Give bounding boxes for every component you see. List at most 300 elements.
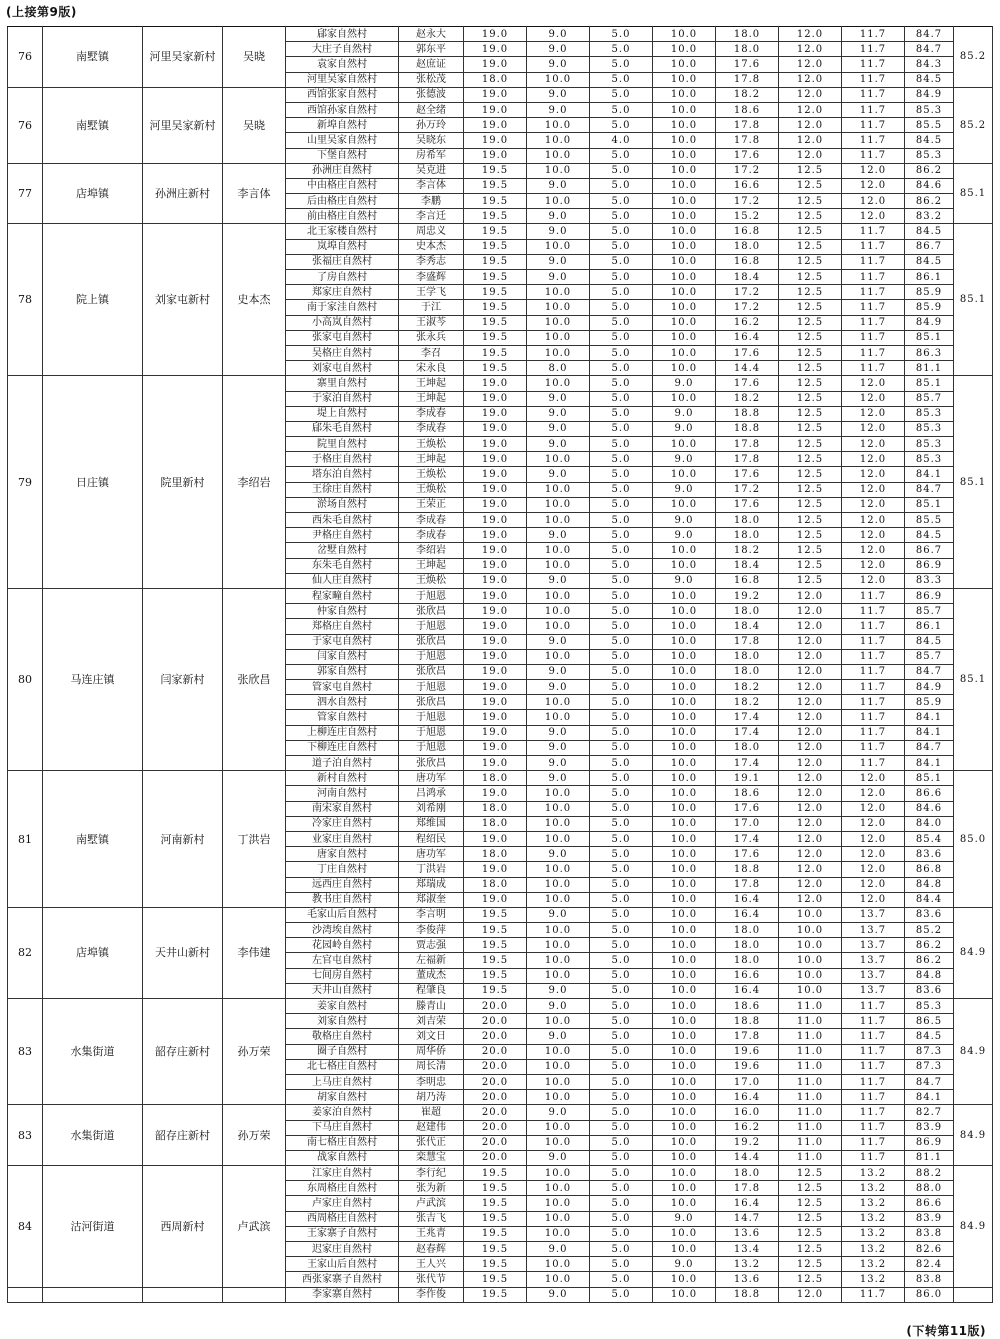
score-3: 5.0 bbox=[590, 1120, 653, 1135]
score-4: 10.0 bbox=[653, 740, 716, 755]
score-4: 10.0 bbox=[653, 467, 716, 482]
score-6: 12.0 bbox=[779, 816, 842, 831]
score-6: 12.5 bbox=[779, 406, 842, 421]
score-1: 19.0 bbox=[464, 756, 527, 771]
natural-village: 唐家自然村 bbox=[286, 847, 399, 862]
score-2: 10.0 bbox=[527, 543, 590, 558]
score-2: 9.0 bbox=[527, 467, 590, 482]
score-1: 18.0 bbox=[464, 847, 527, 862]
natural-village: 刘家屯自然村 bbox=[286, 361, 399, 376]
group-score: 85.2 bbox=[954, 87, 993, 163]
score-4: 10.0 bbox=[653, 923, 716, 938]
score-4: 10.0 bbox=[653, 634, 716, 649]
score-2: 9.0 bbox=[527, 999, 590, 1014]
person-in-charge: 张松茂 bbox=[399, 72, 464, 87]
score-2: 10.0 bbox=[527, 862, 590, 877]
natural-village: 南宋家自然村 bbox=[286, 801, 399, 816]
score-4: 10.0 bbox=[653, 695, 716, 710]
score-2: 9.0 bbox=[527, 680, 590, 695]
group-town bbox=[43, 1287, 143, 1302]
score-3: 4.0 bbox=[590, 133, 653, 148]
person-in-charge: 张代节 bbox=[399, 1272, 464, 1287]
score-7: 12.0 bbox=[842, 467, 905, 482]
score-1: 20.0 bbox=[464, 1090, 527, 1105]
person-in-charge: 王焕松 bbox=[399, 467, 464, 482]
person-in-charge: 郑维国 bbox=[399, 816, 464, 831]
natural-village: 江家庄自然村 bbox=[286, 1166, 399, 1181]
village-total: 83.6 bbox=[905, 847, 954, 862]
score-4: 10.0 bbox=[653, 72, 716, 87]
village-total: 81.1 bbox=[905, 361, 954, 376]
score-5: 13.6 bbox=[716, 1226, 779, 1241]
table-row bbox=[8, 1287, 993, 1302]
score-2: 9.0 bbox=[527, 907, 590, 922]
continued-on-note: (下转第11版) bbox=[906, 1324, 986, 1338]
score-5: 17.8 bbox=[716, 634, 779, 649]
score-3: 5.0 bbox=[590, 938, 653, 953]
natural-village: 塔东泊自然村 bbox=[286, 467, 399, 482]
score-5: 13.6 bbox=[716, 1272, 779, 1287]
score-7: 11.7 bbox=[842, 664, 905, 679]
group-score: 84.9 bbox=[954, 1166, 993, 1288]
score-7: 13.2 bbox=[842, 1257, 905, 1272]
score-4: 10.0 bbox=[653, 224, 716, 239]
score-4: 10.0 bbox=[653, 1090, 716, 1105]
score-5: 17.2 bbox=[716, 285, 779, 300]
score-1: 19.5 bbox=[464, 953, 527, 968]
person-in-charge: 于旭恩 bbox=[399, 680, 464, 695]
person-in-charge: 张欣昌 bbox=[399, 664, 464, 679]
village-total: 85.3 bbox=[905, 452, 954, 467]
score-7: 12.0 bbox=[842, 376, 905, 391]
score-6: 12.0 bbox=[779, 27, 842, 42]
score-4: 10.0 bbox=[653, 57, 716, 72]
score-7: 13.2 bbox=[842, 1242, 905, 1257]
score-3: 5.0 bbox=[590, 999, 653, 1014]
score-6: 12.0 bbox=[779, 604, 842, 619]
score-6: 12.5 bbox=[779, 543, 842, 558]
score-1: 19.0 bbox=[464, 710, 527, 725]
score-7: 11.7 bbox=[842, 634, 905, 649]
score-2: 9.0 bbox=[527, 87, 590, 102]
natural-village: 北七格庄自然村 bbox=[286, 1059, 399, 1074]
score-1: 19.0 bbox=[464, 452, 527, 467]
score-1: 19.0 bbox=[464, 634, 527, 649]
group-score: 85.1 bbox=[954, 588, 993, 770]
score-2: 10.0 bbox=[527, 1196, 590, 1211]
score-4: 10.0 bbox=[653, 816, 716, 831]
natural-village: 闫家自然村 bbox=[286, 649, 399, 664]
score-2: 9.0 bbox=[527, 756, 590, 771]
table-row bbox=[8, 1166, 993, 1181]
person-in-charge: 王坤起 bbox=[399, 391, 464, 406]
score-2: 10.0 bbox=[527, 194, 590, 209]
person-in-charge: 王学飞 bbox=[399, 285, 464, 300]
natural-village: 泗水自然村 bbox=[286, 695, 399, 710]
score-4: 10.0 bbox=[653, 118, 716, 133]
score-3: 5.0 bbox=[590, 664, 653, 679]
score-4: 9.0 bbox=[653, 528, 716, 543]
group-new-village: 西周新村 bbox=[143, 1166, 223, 1288]
person-in-charge: 张为新 bbox=[399, 1181, 464, 1196]
natural-village: 下堡自然村 bbox=[286, 148, 399, 163]
natural-village: 王家山后自然村 bbox=[286, 1257, 399, 1272]
score-1: 19.0 bbox=[464, 148, 527, 163]
score-5: 14.7 bbox=[716, 1211, 779, 1226]
village-total: 86.7 bbox=[905, 239, 954, 254]
score-6: 12.0 bbox=[779, 862, 842, 877]
score-7: 11.7 bbox=[842, 361, 905, 376]
person-in-charge: 王坤起 bbox=[399, 558, 464, 573]
score-3: 5.0 bbox=[590, 1272, 653, 1287]
score-1: 20.0 bbox=[464, 1014, 527, 1029]
score-1: 18.0 bbox=[464, 816, 527, 831]
score-4: 10.0 bbox=[653, 680, 716, 695]
score-4: 10.0 bbox=[653, 771, 716, 786]
score-7: 12.0 bbox=[842, 847, 905, 862]
score-3: 5.0 bbox=[590, 87, 653, 102]
person-in-charge: 李成春 bbox=[399, 513, 464, 528]
score-4: 10.0 bbox=[653, 649, 716, 664]
village-total: 86.7 bbox=[905, 543, 954, 558]
score-5: 18.0 bbox=[716, 513, 779, 528]
score-4: 10.0 bbox=[653, 1272, 716, 1287]
score-3: 5.0 bbox=[590, 573, 653, 588]
person-in-charge: 赵庶证 bbox=[399, 57, 464, 72]
score-1: 19.5 bbox=[464, 1181, 527, 1196]
score-6: 11.0 bbox=[779, 1120, 842, 1135]
natural-village: 上马庄自然村 bbox=[286, 1074, 399, 1089]
score-6: 12.5 bbox=[779, 254, 842, 269]
score-7: 12.0 bbox=[842, 786, 905, 801]
score-1: 19.5 bbox=[464, 1257, 527, 1272]
score-6: 11.0 bbox=[779, 1090, 842, 1105]
score-3: 5.0 bbox=[590, 831, 653, 846]
score-6: 11.0 bbox=[779, 999, 842, 1014]
score-7: 11.7 bbox=[842, 345, 905, 360]
score-6: 12.5 bbox=[779, 467, 842, 482]
score-2: 9.0 bbox=[527, 1287, 590, 1302]
score-1: 19.5 bbox=[464, 1211, 527, 1226]
score-5: 18.6 bbox=[716, 786, 779, 801]
person-in-charge: 周华侨 bbox=[399, 1044, 464, 1059]
village-total: 85.4 bbox=[905, 831, 954, 846]
natural-village: 东朱毛自然村 bbox=[286, 558, 399, 573]
person-in-charge: 李言迁 bbox=[399, 209, 464, 224]
score-1: 19.0 bbox=[464, 740, 527, 755]
village-total: 86.2 bbox=[905, 953, 954, 968]
score-1: 19.5 bbox=[464, 1242, 527, 1257]
person-in-charge: 吴晓东 bbox=[399, 133, 464, 148]
score-5: 18.8 bbox=[716, 406, 779, 421]
score-3: 5.0 bbox=[590, 862, 653, 877]
score-6: 10.0 bbox=[779, 907, 842, 922]
score-5: 16.4 bbox=[716, 892, 779, 907]
score-4: 10.0 bbox=[653, 270, 716, 285]
score-2: 10.0 bbox=[527, 892, 590, 907]
score-2: 9.0 bbox=[527, 102, 590, 117]
score-3: 5.0 bbox=[590, 877, 653, 892]
score-3: 5.0 bbox=[590, 1029, 653, 1044]
score-3: 5.0 bbox=[590, 1287, 653, 1302]
score-7: 12.0 bbox=[842, 862, 905, 877]
score-4: 10.0 bbox=[653, 710, 716, 725]
person-in-charge: 李言体 bbox=[399, 178, 464, 193]
score-2: 10.0 bbox=[527, 786, 590, 801]
group-leader: 李伟建 bbox=[223, 907, 286, 998]
score-3: 5.0 bbox=[590, 1135, 653, 1150]
score-1: 19.0 bbox=[464, 42, 527, 57]
score-2: 9.0 bbox=[527, 1242, 590, 1257]
village-total: 86.2 bbox=[905, 194, 954, 209]
score-1: 19.5 bbox=[464, 1196, 527, 1211]
score-2: 9.0 bbox=[527, 224, 590, 239]
village-total: 84.3 bbox=[905, 57, 954, 72]
score-6: 10.0 bbox=[779, 938, 842, 953]
natural-village: 新埠自然村 bbox=[286, 118, 399, 133]
village-total: 83.9 bbox=[905, 1120, 954, 1135]
score-3: 5.0 bbox=[590, 1090, 653, 1105]
group-score: 85.1 bbox=[954, 224, 993, 376]
village-total: 85.3 bbox=[905, 148, 954, 163]
score-5: 18.4 bbox=[716, 619, 779, 634]
score-6: 11.0 bbox=[779, 1105, 842, 1120]
score-6: 12.0 bbox=[779, 1287, 842, 1302]
village-total: 84.7 bbox=[905, 42, 954, 57]
score-3: 5.0 bbox=[590, 1044, 653, 1059]
village-total: 84.7 bbox=[905, 664, 954, 679]
score-5: 17.6 bbox=[716, 467, 779, 482]
natural-village: 河里吴家自然村 bbox=[286, 72, 399, 87]
score-3: 5.0 bbox=[590, 558, 653, 573]
person-in-charge: 赵全绪 bbox=[399, 102, 464, 117]
score-7: 12.0 bbox=[842, 497, 905, 512]
natural-village: 尹格庄自然村 bbox=[286, 528, 399, 543]
score-2: 10.0 bbox=[527, 816, 590, 831]
score-6: 12.5 bbox=[779, 1242, 842, 1257]
score-7: 11.7 bbox=[842, 330, 905, 345]
village-total: 86.8 bbox=[905, 862, 954, 877]
person-in-charge: 周长清 bbox=[399, 1059, 464, 1074]
score-4: 10.0 bbox=[653, 391, 716, 406]
group-town: 水集街道 bbox=[43, 1105, 143, 1166]
person-in-charge: 王焕松 bbox=[399, 482, 464, 497]
score-4: 10.0 bbox=[653, 239, 716, 254]
person-in-charge: 李盛辉 bbox=[399, 270, 464, 285]
score-5: 16.2 bbox=[716, 315, 779, 330]
village-total: 84.5 bbox=[905, 254, 954, 269]
score-2: 10.0 bbox=[527, 801, 590, 816]
score-3: 5.0 bbox=[590, 1150, 653, 1165]
score-5: 18.8 bbox=[716, 421, 779, 436]
score-7: 13.2 bbox=[842, 1272, 905, 1287]
village-total: 84.1 bbox=[905, 467, 954, 482]
score-7: 11.7 bbox=[842, 102, 905, 117]
village-total: 86.1 bbox=[905, 619, 954, 634]
score-6: 10.0 bbox=[779, 983, 842, 998]
score-2: 10.0 bbox=[527, 315, 590, 330]
score-7: 13.2 bbox=[842, 1181, 905, 1196]
table-row bbox=[8, 907, 993, 922]
score-4: 10.0 bbox=[653, 1181, 716, 1196]
score-6: 11.0 bbox=[779, 1059, 842, 1074]
natural-village: 西朱毛自然村 bbox=[286, 513, 399, 528]
score-3: 5.0 bbox=[590, 254, 653, 269]
person-in-charge: 李秀志 bbox=[399, 254, 464, 269]
group-town: 马连庄镇 bbox=[43, 588, 143, 770]
score-6: 11.0 bbox=[779, 1074, 842, 1089]
score-7: 11.7 bbox=[842, 1090, 905, 1105]
group-score: 85.2 bbox=[954, 27, 993, 88]
score-4: 10.0 bbox=[653, 831, 716, 846]
score-6: 12.5 bbox=[779, 178, 842, 193]
person-in-charge: 李召 bbox=[399, 345, 464, 360]
score-4: 10.0 bbox=[653, 133, 716, 148]
score-2: 10.0 bbox=[527, 345, 590, 360]
person-in-charge: 张代正 bbox=[399, 1135, 464, 1150]
village-total: 84.7 bbox=[905, 1074, 954, 1089]
person-in-charge: 张欣昌 bbox=[399, 634, 464, 649]
village-total: 84.5 bbox=[905, 133, 954, 148]
person-in-charge: 李绍岩 bbox=[399, 543, 464, 558]
score-7: 12.0 bbox=[842, 831, 905, 846]
natural-village: 丁庄自然村 bbox=[286, 862, 399, 877]
score-7: 13.2 bbox=[842, 1226, 905, 1241]
score-7: 12.0 bbox=[842, 391, 905, 406]
score-3: 5.0 bbox=[590, 421, 653, 436]
village-total: 82.6 bbox=[905, 1242, 954, 1257]
score-5: 17.8 bbox=[716, 437, 779, 452]
score-3: 5.0 bbox=[590, 239, 653, 254]
score-7: 12.0 bbox=[842, 528, 905, 543]
group-number: 78 bbox=[8, 224, 43, 376]
person-in-charge: 崔超 bbox=[399, 1105, 464, 1120]
score-4: 10.0 bbox=[653, 1135, 716, 1150]
score-1: 20.0 bbox=[464, 1059, 527, 1074]
score-3: 5.0 bbox=[590, 528, 653, 543]
person-in-charge: 郑瑞成 bbox=[399, 877, 464, 892]
natural-village: 郑家庄自然村 bbox=[286, 285, 399, 300]
score-2: 10.0 bbox=[527, 1166, 590, 1181]
score-7: 11.7 bbox=[842, 239, 905, 254]
village-total: 86.0 bbox=[905, 1287, 954, 1302]
score-5: 17.8 bbox=[716, 118, 779, 133]
score-4: 10.0 bbox=[653, 1029, 716, 1044]
natural-village: 教书庄自然村 bbox=[286, 892, 399, 907]
group-new-village: 河里吴家新村 bbox=[143, 27, 223, 88]
score-7: 11.7 bbox=[842, 619, 905, 634]
score-4: 10.0 bbox=[653, 1044, 716, 1059]
score-3: 5.0 bbox=[590, 27, 653, 42]
score-3: 5.0 bbox=[590, 437, 653, 452]
score-2: 10.0 bbox=[527, 1014, 590, 1029]
village-total: 84.0 bbox=[905, 816, 954, 831]
score-2: 10.0 bbox=[527, 558, 590, 573]
person-in-charge: 于旭恩 bbox=[399, 710, 464, 725]
natural-village: 南于家洼自然村 bbox=[286, 300, 399, 315]
score-7: 13.7 bbox=[842, 923, 905, 938]
score-5: 18.4 bbox=[716, 558, 779, 573]
score-1: 19.5 bbox=[464, 209, 527, 224]
score-4: 10.0 bbox=[653, 285, 716, 300]
natural-village: 小高岚自然村 bbox=[286, 315, 399, 330]
natural-village: 下马庄自然村 bbox=[286, 1120, 399, 1135]
group-leader: 李言体 bbox=[223, 163, 286, 224]
natural-village: 左官屯自然村 bbox=[286, 953, 399, 968]
natural-village: 花园岭自然村 bbox=[286, 938, 399, 953]
person-in-charge: 周忠义 bbox=[399, 224, 464, 239]
score-1: 19.0 bbox=[464, 102, 527, 117]
score-6: 12.0 bbox=[779, 801, 842, 816]
score-3: 5.0 bbox=[590, 57, 653, 72]
score-1: 20.0 bbox=[464, 1074, 527, 1089]
person-in-charge: 张永兵 bbox=[399, 330, 464, 345]
score-4: 10.0 bbox=[653, 756, 716, 771]
score-5: 18.2 bbox=[716, 695, 779, 710]
score-1: 19.5 bbox=[464, 1287, 527, 1302]
score-7: 13.2 bbox=[842, 1196, 905, 1211]
score-5: 18.0 bbox=[716, 604, 779, 619]
person-in-charge: 张欣昌 bbox=[399, 695, 464, 710]
village-total: 82.4 bbox=[905, 1257, 954, 1272]
score-2: 9.0 bbox=[527, 983, 590, 998]
score-2: 9.0 bbox=[527, 421, 590, 436]
score-5: 19.2 bbox=[716, 588, 779, 603]
group-new-village: 河里吴家新村 bbox=[143, 87, 223, 163]
group-score: 84.9 bbox=[954, 1105, 993, 1166]
score-6: 12.0 bbox=[779, 619, 842, 634]
group-leader: 丁洪岩 bbox=[223, 771, 286, 908]
person-in-charge: 张欣昌 bbox=[399, 604, 464, 619]
score-2: 9.0 bbox=[527, 391, 590, 406]
score-3: 5.0 bbox=[590, 497, 653, 512]
score-5: 18.0 bbox=[716, 740, 779, 755]
person-in-charge: 赵永大 bbox=[399, 27, 464, 42]
natural-village: 吴格庄自然村 bbox=[286, 345, 399, 360]
person-in-charge: 王荣正 bbox=[399, 497, 464, 512]
score-2: 10.0 bbox=[527, 163, 590, 178]
score-2: 9.0 bbox=[527, 1029, 590, 1044]
score-2: 9.0 bbox=[527, 634, 590, 649]
score-7: 11.7 bbox=[842, 1287, 905, 1302]
score-4: 10.0 bbox=[653, 968, 716, 983]
score-1: 19.5 bbox=[464, 330, 527, 345]
person-in-charge: 赵建伟 bbox=[399, 1120, 464, 1135]
score-3: 5.0 bbox=[590, 619, 653, 634]
group-score: 84.9 bbox=[954, 999, 993, 1105]
group-new-village: 天井山新村 bbox=[143, 907, 223, 998]
score-5: 17.6 bbox=[716, 345, 779, 360]
score-5: 18.0 bbox=[716, 1166, 779, 1181]
score-1: 19.5 bbox=[464, 345, 527, 360]
score-7: 12.0 bbox=[842, 194, 905, 209]
score-3: 5.0 bbox=[590, 1211, 653, 1226]
group-number: 76 bbox=[8, 27, 43, 88]
village-total: 88.0 bbox=[905, 1181, 954, 1196]
group-town: 水集街道 bbox=[43, 999, 143, 1105]
natural-village: 姜家自然村 bbox=[286, 999, 399, 1014]
score-4: 9.0 bbox=[653, 452, 716, 467]
score-2: 10.0 bbox=[527, 710, 590, 725]
natural-village: 迟家庄自然村 bbox=[286, 1242, 399, 1257]
score-1: 19.0 bbox=[464, 604, 527, 619]
group-number bbox=[8, 1287, 43, 1302]
score-3: 5.0 bbox=[590, 513, 653, 528]
score-1: 19.0 bbox=[464, 376, 527, 391]
score-3: 5.0 bbox=[590, 72, 653, 87]
group-new-village: 河南新村 bbox=[143, 771, 223, 908]
score-6: 12.0 bbox=[779, 72, 842, 87]
